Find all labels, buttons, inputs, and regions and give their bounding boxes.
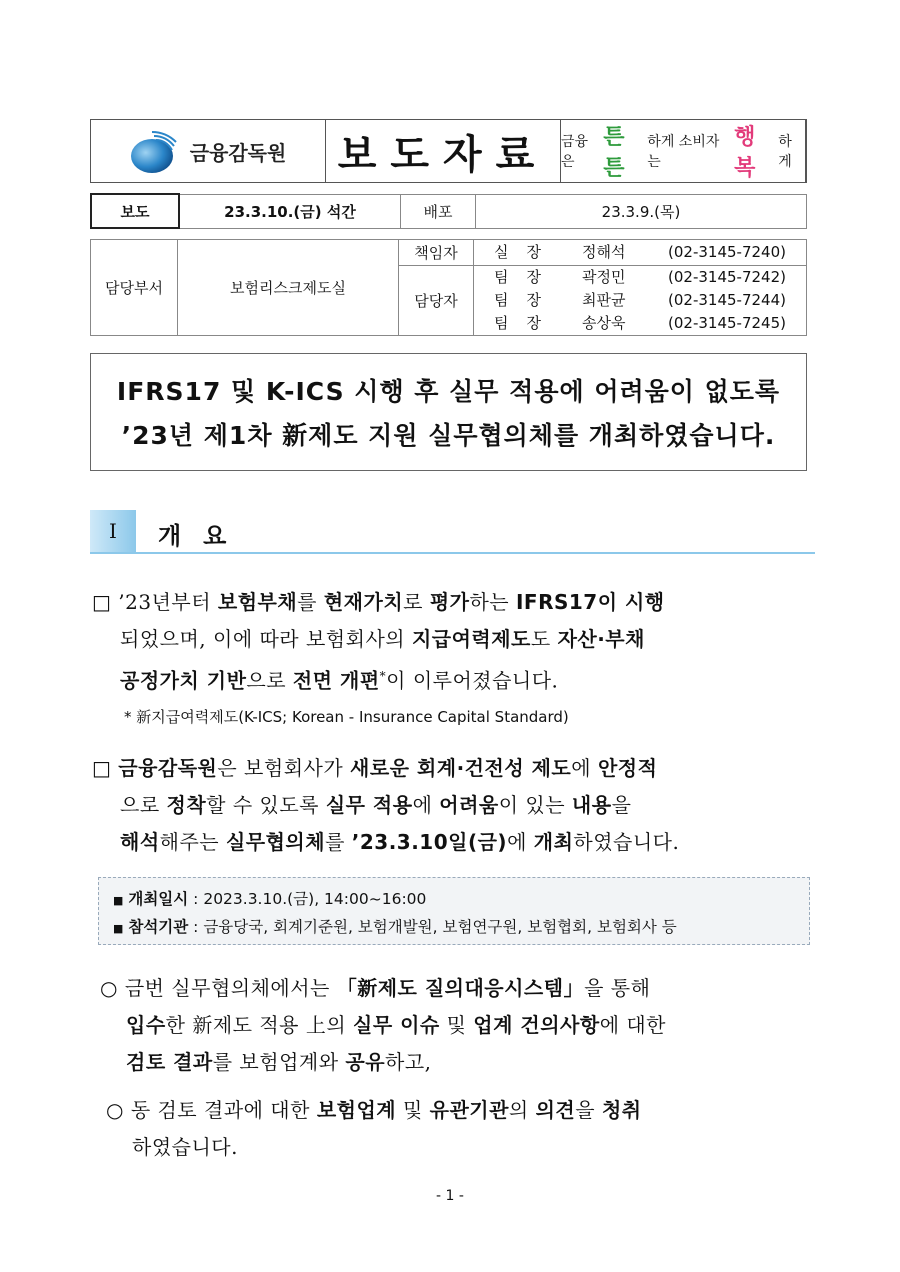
staff-role: 팀장 — [494, 268, 559, 286]
paragraph-1 — [92, 584, 814, 700]
org-name: 금융감독원 — [189, 140, 287, 165]
text-segment: 및 — [439, 1013, 474, 1037]
page-title: 보도자료 — [326, 120, 561, 182]
headline-box — [90, 353, 807, 471]
emphasized-text: 유관기관 — [429, 1098, 509, 1122]
text-segment: 동 검토 결과에 대한 — [130, 1098, 317, 1122]
para2-line3 — [92, 824, 814, 861]
emphasized-text: 정착 — [166, 793, 207, 817]
circle-bullet-icon: ○ — [106, 1098, 124, 1122]
emphasized-text: 실무협의체 — [225, 830, 326, 854]
emphasized-text: 참석기관 — [128, 918, 189, 936]
emphasized-text: 전면 개편 — [292, 668, 380, 693]
text-segment: 을 통해 — [584, 976, 651, 1000]
text-segment: 하였습니다. — [573, 830, 680, 854]
para2-line2 — [92, 787, 814, 824]
staff-phone: (02-3145-7244) — [668, 291, 786, 309]
text-segment: 에 — [412, 793, 440, 817]
text-segment: 도 — [530, 627, 558, 651]
dept-name: 보험리스크제도실 — [178, 240, 399, 336]
page-number: - 1 - — [436, 1188, 464, 1204]
emphasized-text: 평가 — [429, 590, 470, 614]
emphasized-text: 「新제도 질의대응시스템」 — [336, 976, 585, 1000]
text-segment: 하고, — [385, 1050, 432, 1074]
text-segment: 으로 — [120, 793, 167, 817]
text-segment: 할 수 있도록 — [206, 793, 326, 817]
emphasized-text: 자산·부채 — [557, 627, 645, 651]
emphasized-text: 보험업계 — [316, 1098, 397, 1122]
staff-row — [474, 312, 806, 335]
emphasized-text: 지급여력제도 — [411, 627, 531, 651]
release-table — [90, 193, 807, 229]
section-title: 개요 — [158, 522, 249, 550]
resp-name: 정해석 — [582, 243, 626, 261]
emphasized-text: 공정가치 기반 — [120, 668, 247, 693]
text-segment: 및 — [396, 1098, 430, 1122]
para1-line1 — [92, 584, 814, 621]
emphasized-text: IFRS17이 시행 — [515, 590, 665, 614]
text-segment: 되었으며, 이에 따라 보험회사의 — [120, 627, 412, 651]
text-segment: 하는 — [469, 590, 516, 614]
emphasized-text: 보험부채 — [217, 590, 298, 614]
meeting-attendees — [113, 914, 809, 942]
emphasized-text: 금융감독원 — [118, 756, 218, 780]
paragraph-4 — [106, 1092, 814, 1166]
emphasized-text: 개최 — [533, 830, 574, 854]
text-segment: 의 — [508, 1098, 536, 1122]
responsible-person — [474, 240, 807, 266]
para1-line3 — [92, 658, 814, 700]
contact-table — [90, 239, 807, 336]
staff-label: 담당자 — [399, 266, 474, 336]
emphasized-text: ’23.3.10일(금) — [351, 830, 508, 854]
text-segment: ’23년부터 — [118, 590, 218, 614]
meeting-info-box — [98, 877, 810, 945]
text-segment: : 2023.3.10.(금), 14:00~16:00 — [188, 890, 427, 908]
emphasized-text: 내용 — [571, 793, 612, 817]
headline-line1: IFRS17 및 K-ICS 시행 후 실무 적용에 어려움이 없도록 — [116, 377, 781, 406]
emphasized-text: 업계 건의사항 — [473, 1013, 600, 1037]
text-segment: * — [379, 669, 387, 683]
slogan-word2: 행복 — [734, 125, 756, 181]
text-segment: 으로 — [246, 668, 293, 693]
emphasized-text: 해석 — [120, 830, 160, 854]
emphasized-text: 공유 — [345, 1050, 386, 1074]
footnote: * 新지급여력제도(K-ICS; Korean - Insurance Capital Standard) — [124, 708, 569, 726]
text-segment: 를 보험업계와 — [212, 1050, 346, 1074]
text-segment: 이 있는 — [498, 793, 572, 817]
para4-line2 — [106, 1129, 814, 1166]
section-number: Ⅰ — [90, 510, 136, 552]
square-bullet-icon: □ — [92, 590, 112, 614]
text-segment: 을 — [611, 793, 632, 817]
para3-line1 — [100, 970, 814, 1007]
dept-label: 담당부서 — [91, 240, 178, 336]
headline-line2: ’23년 제1차 新제도 지원 실무협의체를 개최하였습니다. — [121, 421, 776, 450]
resp-label: 책임자 — [399, 240, 474, 266]
square-bullet-icon: ■ — [113, 894, 124, 907]
fss-logo — [91, 120, 326, 182]
emphasized-text: 새로운 회계·건전성 제도 — [350, 756, 572, 780]
emphasized-text: 입수 — [126, 1013, 166, 1037]
staff-row — [474, 266, 806, 289]
slogan-part1: 금융은 — [561, 134, 589, 170]
square-bullet-icon: ■ — [113, 922, 124, 935]
staff-phone: (02-3145-7245) — [668, 314, 786, 332]
staff-phone: (02-3145-7242) — [668, 268, 786, 286]
para1-line2 — [92, 621, 814, 658]
text-segment: 이 이루어졌습니다. — [386, 668, 559, 693]
fss-globe-icon — [130, 128, 180, 174]
resp-role: 실장 — [494, 243, 559, 261]
para4-line1 — [106, 1092, 814, 1129]
press-header — [90, 119, 807, 183]
text-segment: 을 — [575, 1098, 602, 1122]
para2-line1 — [92, 750, 814, 787]
text-segment: : 금융당국, 회계기준원, 보험개발원, 보험연구원, 보험협회, 보험회사 등 — [188, 918, 677, 936]
paragraph-2 — [92, 750, 814, 861]
text-segment: 은 보험회사가 — [217, 756, 351, 780]
text-segment: 에 — [507, 830, 534, 854]
staff-name: 곽정민 — [582, 268, 626, 286]
emphasized-text: 실무 적용 — [325, 793, 413, 817]
para3-line2 — [100, 1007, 814, 1044]
emphasized-text: 검토 결과 — [126, 1050, 213, 1074]
text-segment: 를 — [325, 830, 352, 854]
staff-role: 팀장 — [494, 314, 559, 332]
emphasized-text: 청취 — [601, 1098, 642, 1122]
slogan-word1: 튼튼 — [603, 125, 625, 181]
emphasized-text: 의견 — [535, 1098, 576, 1122]
staff-list — [474, 266, 807, 336]
slogan — [561, 120, 806, 182]
text-segment: 에 대한 — [599, 1013, 667, 1037]
text-segment: 에 — [571, 756, 598, 780]
para3-line3 — [100, 1044, 814, 1081]
text-segment: 해주는 — [159, 830, 226, 854]
dist-label: 배포 — [401, 194, 476, 228]
text-segment: 로 — [403, 590, 430, 614]
emphasized-text: 현재가치 — [323, 590, 404, 614]
square-bullet-icon: □ — [92, 756, 112, 780]
staff-row — [474, 289, 806, 312]
emphasized-text: 어려움 — [439, 793, 499, 817]
emphasized-text: 실무 이슈 — [353, 1013, 440, 1037]
text-segment: 를 — [297, 590, 324, 614]
staff-name: 최판균 — [582, 291, 626, 309]
emphasized-text: 안정적 — [597, 756, 658, 780]
report-date: 23.3.10.(금) 석간 — [179, 194, 401, 228]
meeting-datetime — [113, 886, 809, 914]
staff-name: 송상욱 — [582, 314, 626, 332]
circle-bullet-icon: ○ — [100, 976, 118, 1000]
report-label: 보도 — [91, 194, 179, 228]
text-segment: 금번 실무협의체에서는 — [124, 976, 337, 1000]
slogan-part2: 하게 소비자는 — [647, 134, 720, 170]
paragraph-3 — [100, 970, 814, 1081]
staff-role: 팀장 — [494, 291, 559, 309]
slogan-part3: 하게 — [778, 134, 792, 170]
text-segment: 한 新제도 적용 上의 — [165, 1013, 353, 1037]
emphasized-text: 개최일시 — [128, 890, 189, 908]
text-segment: 하였습니다. — [132, 1135, 238, 1159]
section-header — [90, 510, 815, 554]
resp-phone: (02-3145-7240) — [668, 243, 786, 261]
dist-date: 23.3.9.(목) — [476, 194, 807, 228]
